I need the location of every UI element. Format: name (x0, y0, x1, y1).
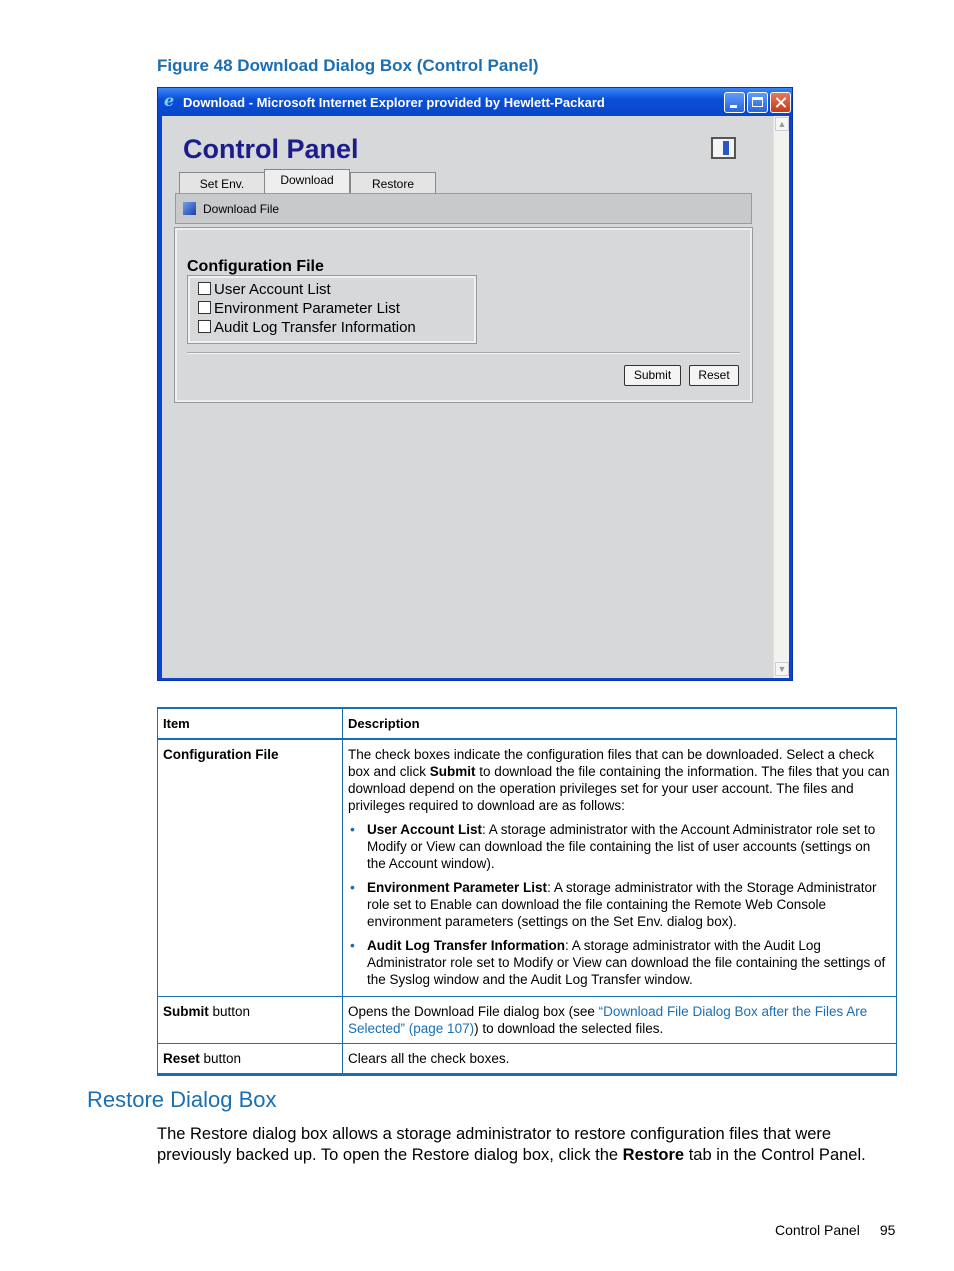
checkbox-label: User Account List (214, 281, 331, 298)
body-paragraph (157, 1124, 907, 1166)
title-bar[interactable] (158, 88, 792, 116)
close-button[interactable] (770, 92, 791, 113)
item-bold: Submit (163, 1004, 209, 1019)
list-item (348, 937, 891, 988)
item-cell: Configuration File (158, 739, 343, 997)
configuration-file-label: Configuration File (187, 258, 324, 275)
item-cell (158, 997, 343, 1044)
bullet-term: Environment Parameter List (367, 880, 548, 895)
bullet-term: User Account List (367, 822, 483, 837)
submit-button[interactable]: Submit (624, 365, 681, 386)
desc-text: ) to download the selected files. (474, 1021, 664, 1036)
audit-log-transfer-checkbox[interactable] (198, 320, 211, 333)
table-row (158, 739, 897, 997)
download-file-bar (175, 193, 752, 224)
scroll-up-icon[interactable]: ▲ (775, 117, 789, 131)
figure-caption: Figure 48 Download Dialog Box (Control Panel) (157, 56, 539, 75)
bullet-text: : A storage administrator with the Storage Administrator role set to Enable can download the file containing the Remote Web Console environment parameters (settings on the Set Env. dialog box). (367, 880, 877, 929)
checkbox-row-audit-log-transfer[interactable] (198, 319, 416, 338)
table-header-row (158, 708, 897, 739)
body-text: The Restore dialog box allows a storage administrator to restore configuration files that were previously backed up. To open the Restore dialog box, click the (157, 1125, 832, 1164)
list-item (348, 821, 891, 872)
exit-icon[interactable] (711, 137, 736, 159)
item-cell (158, 1044, 343, 1075)
list-item (348, 879, 891, 930)
divider (187, 352, 740, 354)
section-heading: Restore Dialog Box (87, 1087, 277, 1112)
bullet-term: Audit Log Transfer Information (367, 938, 565, 953)
tab-restore[interactable]: Restore (350, 172, 436, 193)
description-cell: Clears all the check boxes. (343, 1044, 897, 1075)
reset-button[interactable]: Reset (689, 365, 739, 386)
checkbox-row-environment-parameter-list[interactable] (198, 300, 400, 319)
page-footer (775, 1222, 895, 1238)
item-text: button (199, 1051, 242, 1066)
table-row (158, 1044, 897, 1075)
desc-bold: Submit (429, 764, 476, 779)
checkbox-group (188, 276, 476, 343)
item-text: button (208, 1004, 251, 1019)
description-cell (343, 997, 897, 1044)
browser-content (162, 116, 789, 678)
user-account-list-checkbox[interactable] (198, 282, 211, 295)
table-row (158, 997, 897, 1044)
item-bold: Reset (163, 1051, 200, 1066)
file-icon (183, 202, 196, 215)
tab-download[interactable]: Download (264, 169, 350, 194)
ie-window (157, 87, 793, 681)
window-title: Download - Microsoft Internet Explorer provided by Hewlett-Packard (183, 95, 605, 110)
description-cell (343, 739, 897, 997)
download-file-label: Download File (203, 202, 280, 216)
privileges-list (348, 821, 891, 988)
scroll-down-icon[interactable]: ▼ (775, 662, 789, 676)
checkbox-label: Audit Log Transfer Information (214, 319, 416, 336)
body-text: tab in the Control Panel. (684, 1146, 866, 1164)
footer-label: Control Panel (775, 1222, 860, 1238)
maximize-button[interactable] (747, 92, 768, 113)
checkbox-row-user-account-list[interactable] (198, 281, 331, 300)
vertical-scrollbar[interactable] (773, 116, 789, 678)
environment-parameter-list-checkbox[interactable] (198, 301, 211, 314)
download-panel (175, 228, 752, 402)
bullet-text: : A storage administrator with the Audit Log Administrator role set to Modify or View can download the file containing the settings of the Syslog window and the Audit Log Transfer window. (367, 938, 886, 987)
ie-logo-icon: e (164, 91, 175, 110)
checkbox-label: Environment Parameter List (214, 300, 400, 317)
cross-reference-link[interactable]: “Download File Dialog Box after the Files Are Selected” (page 107) (348, 1004, 868, 1036)
header-description: Description (343, 708, 897, 739)
desc-text: The check boxes indicate the configuration files that can be downloaded. Select a check box and click (348, 747, 875, 779)
bullet-text: : A storage administrator with the Account Administrator role set to Modify or View can download the file containing the list of user accounts (settings on the Account window). (367, 822, 876, 871)
minimize-button[interactable] (724, 92, 745, 113)
description-table (157, 707, 897, 1076)
page-title: Control Panel (183, 134, 359, 164)
tab-set-env[interactable]: Set Env. (179, 172, 265, 193)
desc-text: to download the file containing the information. The files that you can download depend on the operation privileges set for your user account. The files and privileges required to download are as follows: (348, 764, 890, 813)
header-item: Item (158, 708, 343, 739)
desc-text: Opens the Download File dialog box (see (348, 1004, 599, 1019)
page-number: 95 (879, 1222, 896, 1238)
body-bold: Restore (622, 1146, 685, 1164)
